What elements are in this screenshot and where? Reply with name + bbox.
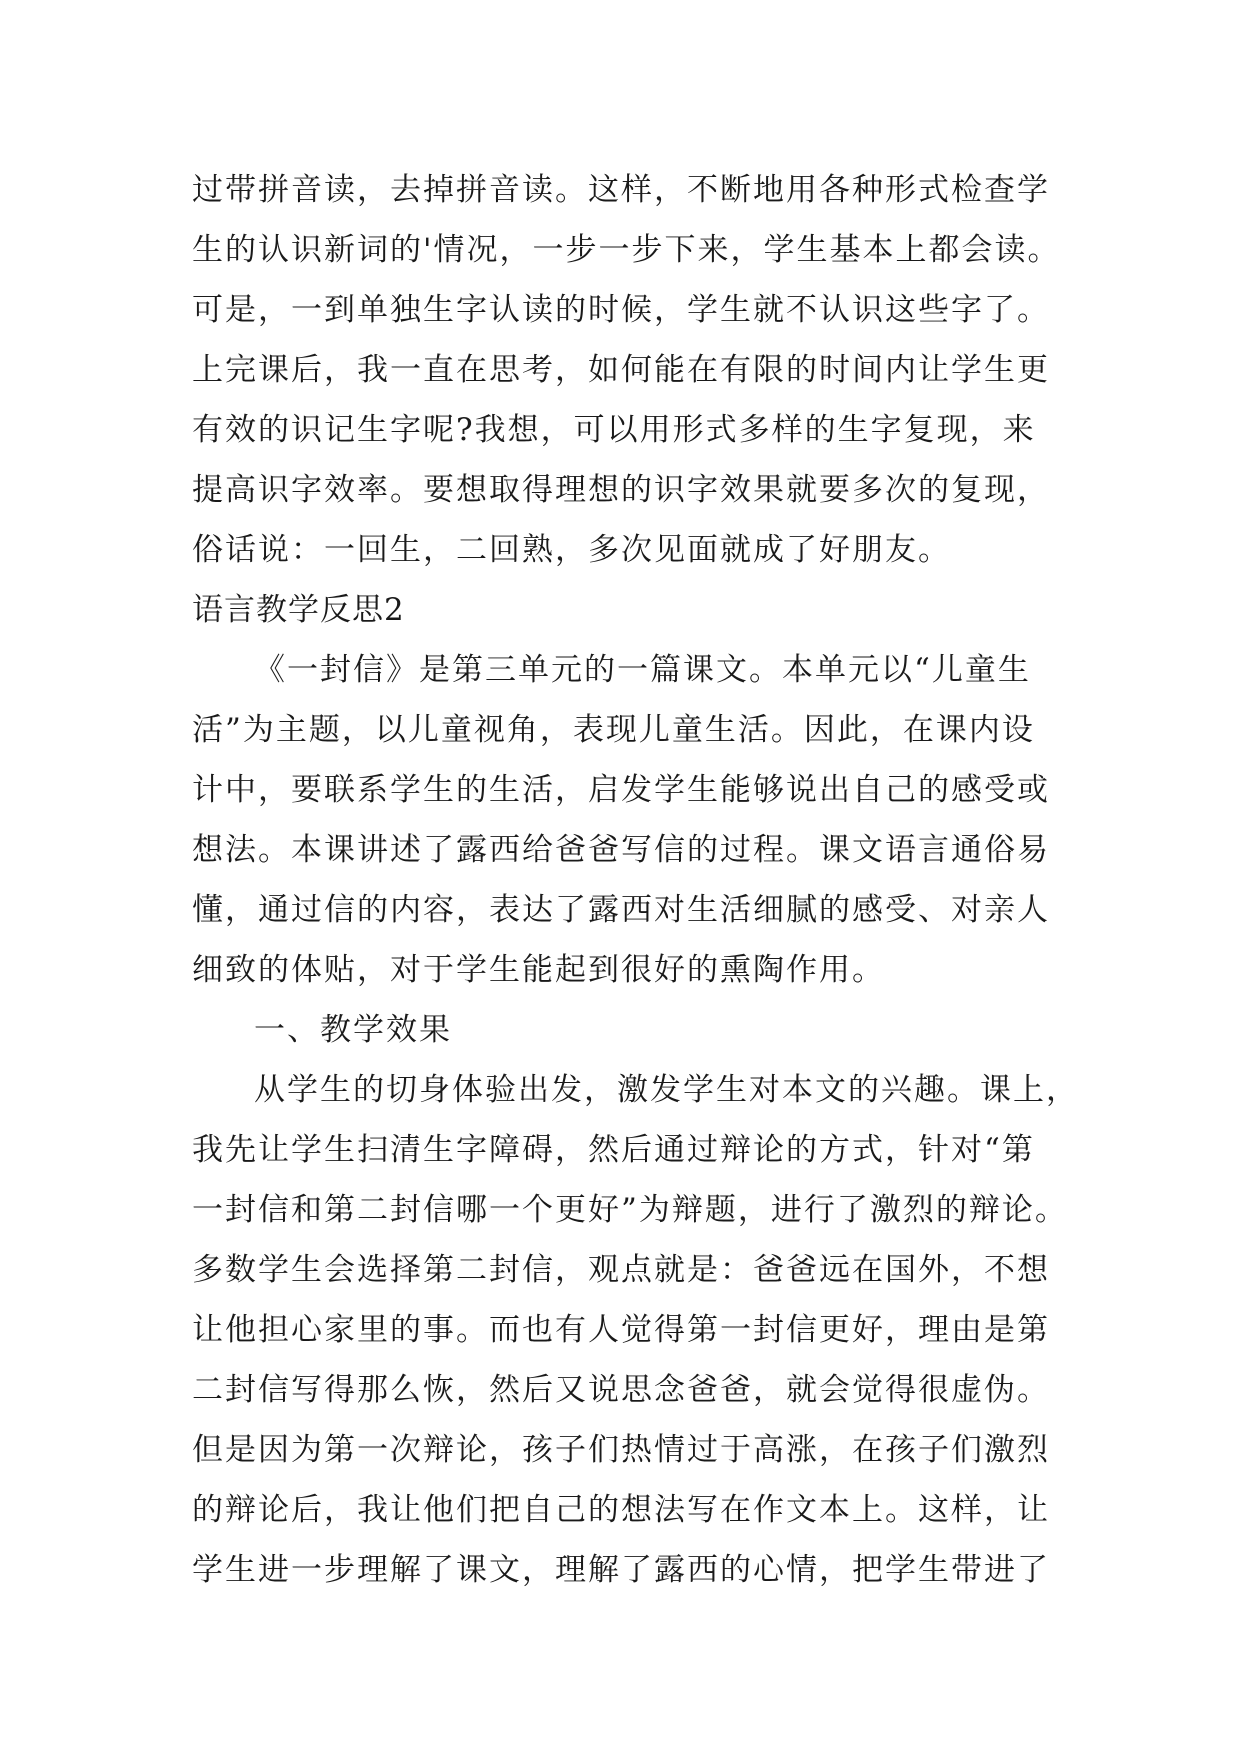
- paragraph-line: 一封信和第二封信哪一个更好”为辩题，进行了激烈的辩论。: [192, 1192, 1068, 1228]
- paragraph-line: 生的认识新词的'情况，一步一步下来，学生基本上都会读。: [192, 232, 1061, 268]
- section-heading: 语言教学反思2: [192, 592, 405, 628]
- paragraph-line: 我先让学生扫清生字障碍，然后通过辩论的方式，针对“第: [192, 1132, 1035, 1168]
- paragraph-line: 细致的体贴，对于学生能起到很好的熏陶作用。: [192, 952, 885, 988]
- paragraph-line: 的辩论后，我让他们把自己的想法写在作文本上。这样，让: [192, 1492, 1050, 1528]
- subsection-heading: 一、教学效果: [254, 1012, 452, 1048]
- paragraph-line: 过带拼音读，去掉拼音读。这样，不断地用各种形式检查学: [192, 172, 1050, 208]
- paragraph-line: 提高识字效率。要想取得理想的识字效果就要多次的复现，: [192, 472, 1050, 508]
- paragraph-line: 活”为主题，以儿童视角，表现儿童生活。因此，在课内设: [192, 712, 1035, 748]
- paragraph-line: 有效的识记生字呢?我想，可以用形式多样的生字复现，来: [192, 412, 1036, 448]
- paragraph-line: 计中，要联系学生的生活，启发学生能够说出自己的感受或: [192, 772, 1050, 808]
- paragraph-line: 多数学生会选择第二封信，观点就是：爸爸远在国外，不想: [192, 1252, 1050, 1288]
- paragraph-line: 想法。本课讲述了露西给爸爸写信的过程。课文语言通俗易: [192, 832, 1050, 868]
- paragraph-line: 俗话说：一回生，二回熟，多次见面就成了好朋友。: [192, 532, 951, 568]
- paragraph-line: 学生进一步理解了课文，理解了露西的心情，把学生带进了: [192, 1552, 1050, 1588]
- paragraph-line: 上完课后，我一直在思考，如何能在有限的时间内让学生更: [192, 352, 1050, 388]
- paragraph-line: 从学生的切身体验出发，激发学生对本文的兴趣。课上，: [254, 1072, 1079, 1108]
- paragraph-line: 但是因为第一次辩论，孩子们热情过于高涨，在孩子们激烈: [192, 1432, 1050, 1468]
- paragraph-line: 《一封信》是第三单元的一篇课文。本单元以“儿童生: [254, 652, 1031, 688]
- paragraph-line: 二封信写得那么恢，然后又说思念爸爸，就会觉得很虚伪。: [192, 1372, 1050, 1408]
- paragraph-line: 让他担心家里的事。而也有人觉得第一封信更好，理由是第: [192, 1312, 1050, 1348]
- paragraph-line: 可是，一到单独生字认读的时候，学生就不认识这些字了。: [192, 292, 1050, 328]
- paragraph-line: 懂，通过信的内容，表达了露西对生活细腻的感受、对亲人: [192, 892, 1050, 928]
- document-body: [192, 160, 1079, 1600]
